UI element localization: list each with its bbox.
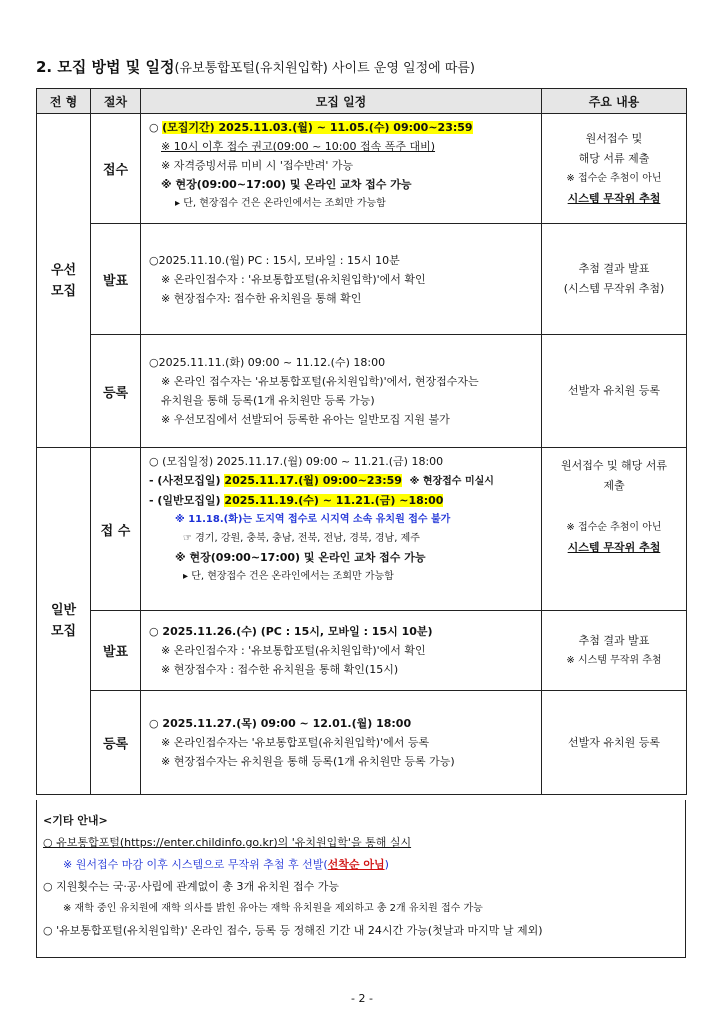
page-number: - 2 - [351, 992, 373, 1005]
pre-period-highlight: 2025.11.17.(월) 09:00~23:59 [224, 474, 402, 487]
lottery-note: ※ 원서접수 마감 이후 시스템으로 무작위 추첨 후 선발(선착순 아님) [63, 858, 389, 871]
other-info-heading: <기타 안내> [43, 814, 108, 827]
table-row [37, 448, 687, 611]
header-key-content: 주요 내용 [542, 89, 687, 114]
key-cell: 원서접수 및 해당 서류 제출 ※ 접수순 추첨이 아닌 시스템 무작위 추첨 [542, 448, 687, 611]
type-priority: 우선 모집 [37, 114, 91, 448]
step-register: 등록 [91, 691, 141, 795]
section-title-main: 2. 모집 방법 및 일정 [36, 58, 175, 76]
period-highlight: (모집기간) 2025.11.03.(월) ~ 11.05.(수) 09:00~23:59 [162, 121, 473, 134]
step-apply: 접 수 [91, 448, 141, 611]
step-announce: 발표 [91, 611, 141, 691]
step-register: 등록 [91, 335, 141, 448]
key-cell: 선발자 유치원 등록 [542, 691, 687, 795]
table-row [37, 611, 687, 691]
key-cell: 원서접수 및 해당 서류 제출 ※ 접수순 추첨이 아닌 시스템 무작위 추첨 [542, 114, 687, 224]
table-row [37, 691, 687, 795]
step-apply: 접수 [91, 114, 141, 224]
schedule-cell: ○2025.11.11.(화) 09:00 ~ 11.12.(수) 18:00 ※ 온라인 접수자는 '유보통합포털(유치원입학)'에서, 현장접수자는 유치원을 통해 등록(1개 유치원만 등록 가능) ※ 우선모집에서 선발되어 등록한 유아는 일반모집 지원 불가 [141, 335, 542, 448]
enrolled-note: ※ 재학 중인 유치원에 재학 의사를 밝힌 유아는 재학 유치원을 제외하고 총 2개 유치원 접수 가능 [63, 903, 483, 914]
schedule-cell: ○ 2025.11.26.(수) (PC : 15시, 모바일 : 15시 10분) ※ 온라인접수자 : '유보통합포털(유치원입학)'에서 확인 ※ 현장접수자 : 접수한 유치원을 통해 확인(15시) [141, 611, 542, 691]
schedule-cell: ○ (모집일정) 2025.11.17.(월) 09:00 ~ 11.21.(금) 18:00 - (사전모집일) 2025.11.17.(월) 09:00~23:59 ※ 현장접수 미실시 - (일반모집일) 2025.11.19.(수) ~ 11.21.(금) ~18:00 ※ 11.18.(화)는 도지역 접수로 시지역 소속 유치원 접수 불가 ☞ 경기, 강원, 충북, 충남, 전북, 전남, 경북, 경남, 제주 ※ 현장(09:00~17:00) 및 온라인 교차 접수 가능 ▸ 단, 현장접수 건은 온라인에서는 조회만 가능함 [141, 448, 542, 611]
portal-link-line[interactable]: ○ 유보통합포털(https://enter.childinfo.go.kr)의 '유치원입학'을 통해 실시 [43, 836, 412, 849]
other-info-box [36, 800, 686, 958]
step-announce: 발표 [91, 224, 141, 335]
schedule-table [36, 88, 687, 795]
header-step: 절차 [91, 89, 141, 114]
apply-count-note: ○ 지원횟수는 국·공·사립에 관계없이 총 3개 유치원 접수 가능 [43, 880, 339, 893]
table-row [37, 335, 687, 448]
key-cell: 추첨 결과 발표 (시스템 무작위 추첨) [542, 224, 687, 335]
key-cell: 추첨 결과 발표 ※ 시스템 무작위 추첨 [542, 611, 687, 691]
section-title-sub: (유보통합포털(유치원입학) 사이트 운영 일정에 따름) [174, 61, 476, 76]
online-hours-note: ○ '유보통합포털(유치원입학)' 온라인 접수, 등록 등 정해진 기간 내 24시간 가능(첫날과 마지막 날 제외) [43, 924, 543, 937]
general-period-highlight: 2025.11.19.(수) ~ 11.21.(금) ~18:00 [224, 494, 444, 507]
schedule-cell: ○2025.11.10.(월) PC : 15시, 모바일 : 15시 10분 ※ 온라인접수자 : '유보통합포털(유치원입학)'에서 확인 ※ 현장접수자: 접수한 유치원을 통해 확인 [141, 224, 542, 335]
section-title [36, 56, 475, 77]
key-cell: 선발자 유치원 등록 [542, 335, 687, 448]
table-row [37, 114, 687, 224]
table-header-row [37, 89, 687, 114]
table-row [37, 224, 687, 335]
header-type: 전 형 [37, 89, 91, 114]
header-schedule: 모집 일정 [141, 89, 542, 114]
type-general: 일반 모집 [37, 448, 91, 795]
schedule-cell: ○ (모집기간) 2025.11.03.(월) ~ 11.05.(수) 09:00~23:59 ※ 10시 이후 접수 권고(09:00 ~ 10:00 접속 폭주 대비) ※ 자격증빙서류 미비 시 '접수반려' 가능 ※ 현장(09:00~17:00) 및 온라인 교차 접수 가능 ▸ 단, 현장접수 건은 온라인에서는 조회만 가능함 [141, 114, 542, 224]
schedule-cell: ○ 2025.11.27.(목) 09:00 ~ 12.01.(월) 18:00 ※ 온라인접수자는 '유보통합포털(유치원입학)'에서 등록 ※ 현장접수자는 유치원을 통해 등록(1개 유치원만 등록 가능) [141, 691, 542, 795]
